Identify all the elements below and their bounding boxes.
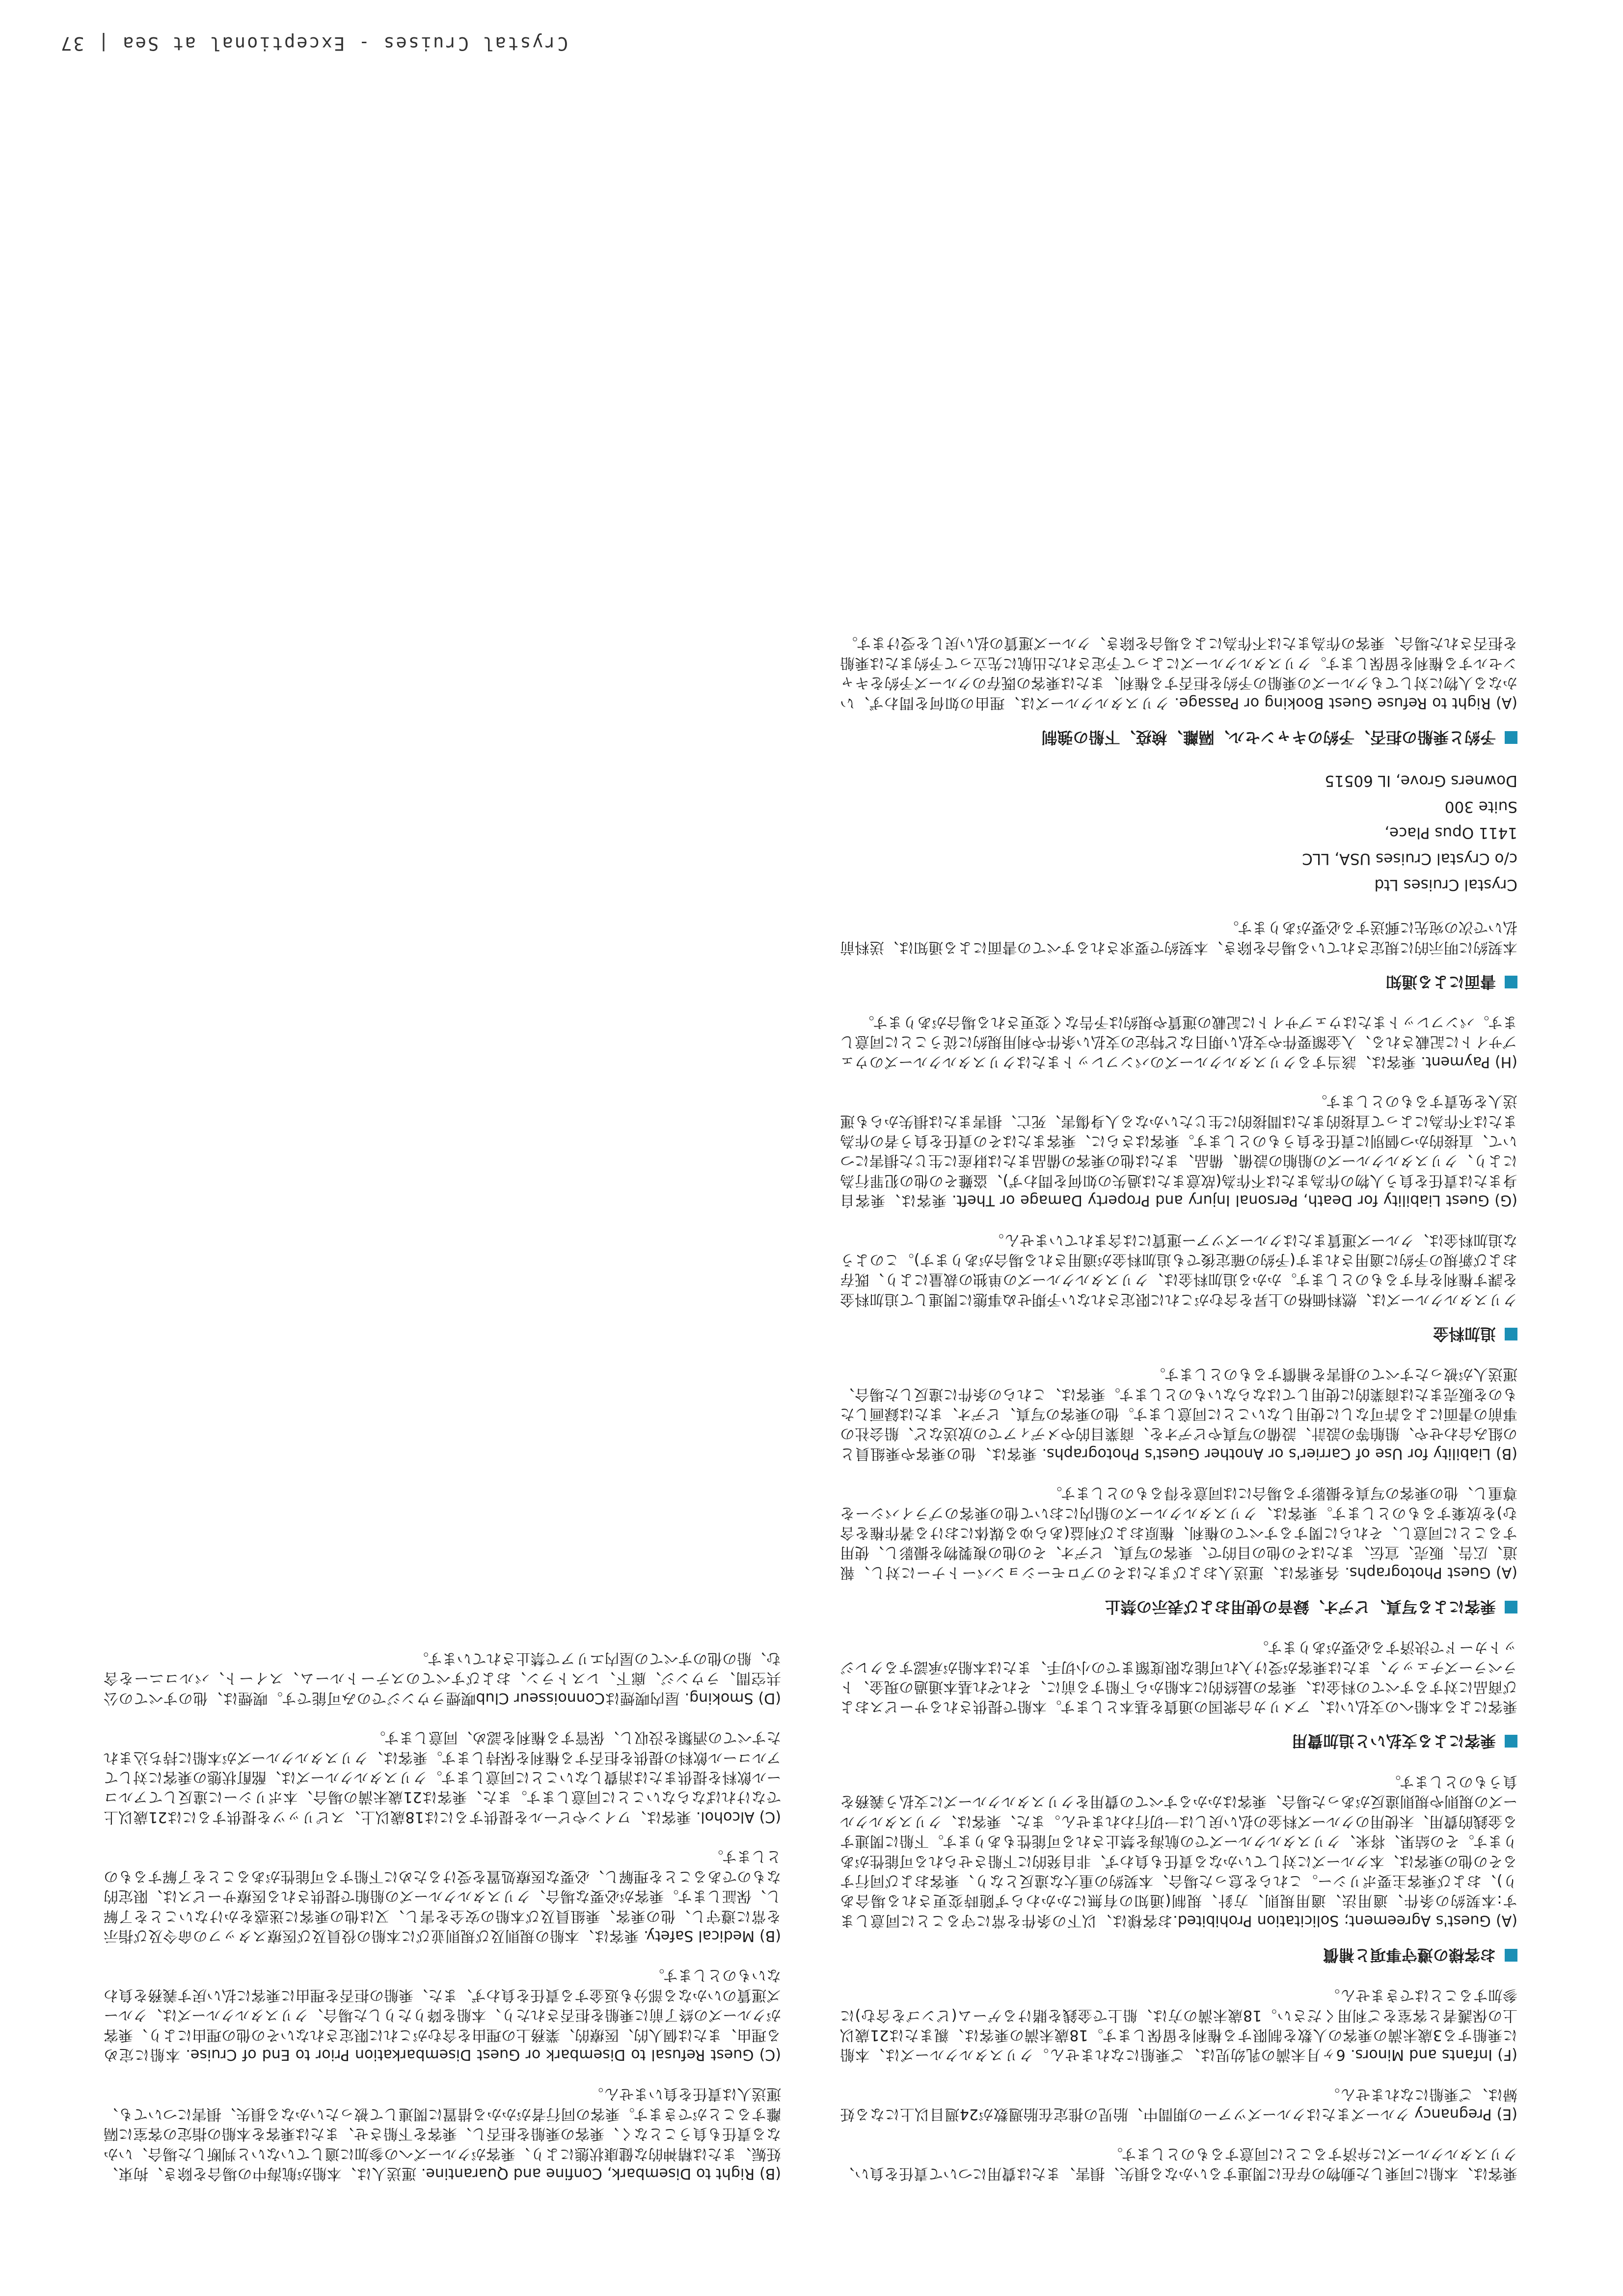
- address-line: Downers Grove, IL 60515: [1325, 771, 1517, 790]
- section-square-icon: [1505, 1328, 1517, 1340]
- clause-medical-safety: (B) Medical Safety. 乗客は、本船の規則及び規則並びに本船の役員及び医療スタッフの命令及び指示を常に遵守し、他の乗客、乗組員及び本船の安全を害し、又は他の乗客に迷惑をかけないことを了解し、保証します。乗客が必要な場合、クリスタルクルーズの船舶で提供される医療サービスは、限定的なものであることを理解し、必要な医療処置を受けるために下船する可能性があることを了解するものとします。: [104, 1848, 781, 1944]
- section-heading-surcharge: 追加料金: [840, 1324, 1517, 1344]
- clause-smoking: (D) Smoking. 屋内喫煙はConnoisseur Club喫煙ラウンジでのみ可能です。喫煙は、他のすべての公共空間、ラウンジ、廊下、レストラン、およびすべてのステートルーム、スイート、バルコニーを含む、船の他のすべての屋内エリアで禁止されています。: [104, 1650, 781, 1707]
- page-footer: Crystal Cruises - Exceptional at Sea | 37: [59, 33, 568, 54]
- address-line: 1411 Opus Place,: [1384, 823, 1517, 842]
- clause-guest-liability: (G) Guest Liability for Death, Personal Injury and Property Damage or Theft. 乗客は、乗客自身または責任を負う人物の作為または不作為(故意または過失の如何を問わず)、盗難その他の犯罪行為により、クリスタルクルーズの船舶の設備、備品、または他の乗客の備品または財産に生じた損害について、直接的かつ個別に責任を負うものとします。乗客はさらに、乗客またはその責任を負う者の作為または不作為によって直接的または間接的に生じたいかなる人身傷害、死亡、損害または損失からも運送人を免責するものとします。: [840, 1093, 1517, 1209]
- section-heading-payments: 乗客による支払いと追加費用: [840, 1731, 1517, 1752]
- section-square-icon: [1505, 1735, 1517, 1748]
- clause-guest-agreement: (A) Guest's Agreement; Solicitation Prohibited.お客様は、以下の条件を常に守ることに同意します:本契約の条件、適用法、適用規則、方針、規制(通知の有無にかかわらず随時変更される場合あり)、および乗客主要ポリシー。これらを怠った場合、本契約の重大な違反となり、乗客および同行するその他の乗客は、本クルーズに対していかなる責任も負わず、非自発的に下船させられる可能性があります。その結果、将来、クリスタルクルーズでの航海を禁止される可能性もあります。下船に関連する金銭的費用、未使用のクルーズ料金の払い戻しは一切行われません。また、乗客は、クリスタルクルーズの規則や規則違反があった場合、乗客はかかるすべての費用をクリスタルクルーズに支払う義務を負うものとします。: [840, 1773, 1517, 1929]
- address-line: Suite 300: [1444, 797, 1517, 816]
- clause-payment: (H) Payment. 乗客は、該当するクリスタルクルーズのパンフレットまたはクリスタルクルーズのウェブサイトに記載される、入金額要件や支払い期日など特定の支払い条件や利用規約に従うことに同意します。パンフレットまたはウェブサイトに記載の運賃や規約は予告なく変更される場合があります。: [840, 1013, 1517, 1070]
- section-heading-photographs: 乗客による写真、ビデオ、録音の使用および表示の禁止: [840, 1597, 1517, 1617]
- clause-guest-photographs: (A) Guest Photographs. 各乗客は、運送人およびまたはそのプロモーションパートナーに対し、報道、広告、販売、宣伝、またはその他の目的で、乗客の写真、ビデオ、その他の複製物を撮影し、使用することに同意し、それらに関するすべての権利、権原および利益(あらゆる媒体における著作権を含む)を放棄するものとします。乗客は、クリスタルクルーズの船内において他の乗客のプライバシーを尊重し、他の乗客の写真を撮影する場合には同意を得るものとします。: [840, 1484, 1517, 1581]
- intro-paragraph: 乗客は、本船に同乗した動物の存在に関連するいかなる損失、損害、または費用について責任を負い、クリスタルクルーズに弁済することに同意するものとします。: [840, 2145, 1517, 2182]
- right-column: [104, 96, 781, 2183]
- clause-notice: 本契約に明示的に規定されている場合を除き、本契約で要求されるすべての書面による通知は、送料前払いで次の宛先に郵送する必要があります。: [840, 919, 1517, 956]
- section-square-icon: [1505, 1601, 1517, 1613]
- clause-photo-liability: (B) Liability for Use of Carrier's or Another Guest's Photographs. 乗客は、他の乗客や乗組員との組み合わせや、船舶等の設計、設備の写真やビデオを、商業目的やメディアでの放送など、船会社の事前の書面による許可なしに使用しないことに同意します。他の乗客の写真、ビデオ、または録画したものを販売または商業的に使用してはならないものとします。乗客は、これらの条件に違反した場合、運送人が被ったすべての損害を補償するものとします。: [840, 1366, 1517, 1462]
- clause-refusal-disembark: (C) Guest Refusal to Disembark or Guest Disembarkation Prior to End of Cruise. 本船に定める理由、または個人的、医療的、業務上の理由を含むがこれに限定されないその他の理由により、乗客がクルーズの終了前に乗船を拒否されたり、本船を降りたりした場合、クリスタルクルーズは、クルーズ運賃のいかなる部分も返金する責任を負わず、また、乗船の拒否を理由に乗客に払い戻す義務を負わないものとします。: [104, 1967, 781, 2063]
- address-line: Crystal Cruises Ltd: [1374, 875, 1517, 894]
- mailing-address: [840, 767, 1517, 898]
- clause-infants-minors: (F) Infants and Minors. 6ヶ月未満の乳幼児は、ご乗船になれません。クリスタルクルーズは、本船に乗船する3歳未満の乗客の人数を制限する権利を留保します。18歳未満の乗客は、親または21歳以上の保護者と客室をご利用ください。18歳未満の方は、船上で金銭を賭けるゲーム(ビンゴを含む)に参加することはできません。: [840, 1987, 1517, 2064]
- left-column: [840, 96, 1517, 2183]
- section-square-icon: [1505, 1949, 1517, 1962]
- section-square-icon: [1505, 976, 1517, 988]
- section-square-icon: [1505, 731, 1517, 744]
- section-heading-refusal: 予約と乗船の拒否、予約のキャンセル、隔離、検疫、下船の強制: [840, 727, 1517, 748]
- address-line: c/o Crystal Cruises USA, LLC: [1302, 849, 1517, 868]
- clause-refuse-booking: (A) Right to Refuse Guest Booking or Passage. クリスタルクルーズは、理由の如何を問わず、いかなる人物に対してもクルーズの乗船の予約を拒否する権利、または乗客の既存のクルーズ予約をキャンセルする権利を留保します。クリスタルクルーズによって予定された出航に先立って予約または乗船を拒否された場合、乗客の作為または不作為による場合を除き、クルーズ運賃の払い戻しを受けます。: [840, 634, 1517, 711]
- clause-payment-currency: 乗客による本船への支払いは、アメリカ合衆国の通貨を基本とします。本船で提供されるサービスおよび商品に対するすべての料金は、乗客の最終的に本船から下船する前に、それぞれ基本通過の現金、トラベラーズチェック、または乗客が受け入れ可能な限度額までの小切手、または本船が承認するクレジットカードで決済する必要があります。: [840, 1639, 1517, 1716]
- clause-alcohol: (C) Alcohol. 乗客は、ワインやビールを提供するには18歳以上、スピリッツを提供するには21歳以上でなければならないことに同意します。また、乗客は21歳未満の場合、本ポリシーに違反してアルコール飲料を提供または消費しないことに同意します。クリスタルクルーズは、酩酊状態の乗客に対してアルコール飲料の提供を拒否する権利を保持します。乗客は、クリスタルクルーズが本船に持ち込まれたすべての酒類を没収し、保管する権利を認め、同意します。: [104, 1729, 781, 1826]
- clause-surcharge: クリスタルクルーズは、燃料価格の上昇を含むがこれに限定されない予期せぬ事態に関連して追加料金を課す権利を有するものとします。かかる追加料金は、クリスタルクルーズの単独の裁量により、既存および新規の予約に適用されます(予約の確定後でも追加料金が適用される場合があります)。このような追加料金は、クルーズ運賃またはクルーズツアー運賃には含まれていません。: [840, 1231, 1517, 1308]
- section-heading-compliance: お客様の遵守事項と補償: [840, 1945, 1517, 1966]
- clause-pregnancy: (E) Pregnancy クルーズまたはクルーズツアーの期間中、胎児の推定在胎週数が24週目以上になる妊婦は、ご乗船になれません。: [840, 2085, 1517, 2123]
- clause-disembark-confine: (B) Right to Disembark, Confine and Quarantine. 運送人は、本船が航海中の場合を除き、拘束、妊娠、または精神的な健康状態により、乗客がクルーズへの参加に適していないと判断した場合、いかなる責任も負うことなく、乗客の乗船を拒否し、乗客を下船させ、または乗客を本船の指定の客室に隔離することができます。乗客の同行者がかかる措置に関連して被ったいかなる損失、損害についても、運送人は責任を負いません。: [104, 2085, 781, 2182]
- section-heading-written-notice: 書面による通知: [840, 972, 1517, 992]
